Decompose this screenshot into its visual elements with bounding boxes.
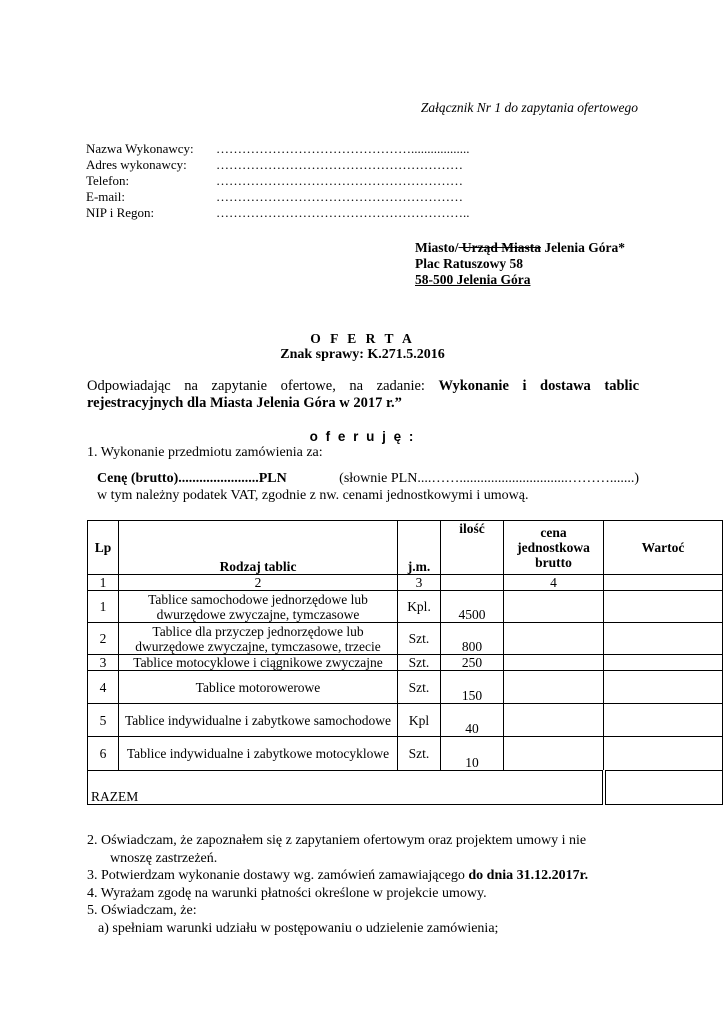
contractor-nip-row	[86, 205, 470, 221]
row-qty: 10	[441, 737, 504, 771]
table-row	[88, 671, 723, 704]
table-row	[88, 737, 723, 771]
row-qty: 40	[441, 704, 504, 737]
recipient-city: Miasto/	[415, 240, 459, 255]
row-unit: Szt.	[398, 737, 441, 771]
price-block	[97, 470, 639, 504]
contractor-phone-label: Telefon:	[86, 173, 130, 188]
contractor-address-row	[86, 157, 470, 173]
contractor-address-value: …………………………………………………	[216, 157, 463, 172]
header-type: Rodzaj tablic	[119, 521, 398, 575]
row-qty: 4500	[441, 591, 504, 623]
recipient-strikethrough: Urząd Miasta	[458, 240, 541, 255]
table-row	[88, 591, 723, 623]
row-price	[504, 704, 604, 737]
row-lp: 6	[88, 737, 119, 771]
recipient-street: Plac Ratuszowy 58	[415, 256, 523, 271]
statement-3-text: 3. Potwierdzam wykonanie dostawy wg. zamówień zamawiającego	[87, 868, 469, 883]
recipient-address	[415, 240, 625, 288]
contractor-email-row	[86, 189, 470, 205]
total-label: RAZEM	[88, 771, 504, 805]
row-value	[604, 591, 723, 623]
total-price-cell	[504, 771, 604, 805]
row-value	[604, 671, 723, 704]
recipient-line-1	[415, 240, 625, 256]
row-type: Tablice samochodowe jednorzędowe lub dwurzędowe zwyczajne, tymczasowe	[119, 591, 398, 623]
offer-heading: o f e r u j ę :	[309, 429, 416, 444]
point-1: 1. Wykonanie przedmiotu zamówienia za:	[87, 445, 323, 460]
row-price	[504, 623, 604, 655]
contractor-name-row	[86, 141, 470, 157]
contractor-phone-row	[86, 173, 470, 189]
row-type: Tablice motorowerowe	[119, 671, 398, 704]
row-type: Tablice indywidualne i zabytkowe motocyklowe	[119, 737, 398, 771]
row-lp: 5	[88, 704, 119, 737]
header-qty: ilość	[441, 521, 504, 575]
table-row	[88, 655, 723, 671]
statement-5: 5. Oświadczam, że:	[87, 903, 197, 918]
price-line	[97, 470, 639, 487]
statement-5a: a) spełniam warunki udziału w postępowaniu o udzielenie zamówienia;	[98, 920, 499, 936]
offer-intro	[87, 378, 639, 412]
offer-title: O F E R T A	[310, 331, 415, 346]
row-lp: 1	[88, 591, 119, 623]
table-row	[88, 704, 723, 737]
row-lp: 3	[88, 655, 119, 671]
row-unit: Szt.	[398, 671, 441, 704]
contractor-address-label: Adres wykonawcy:	[86, 157, 187, 172]
contractor-nip-value: …………………………………………………..	[216, 205, 470, 220]
row-value	[604, 704, 723, 737]
statement-3	[87, 867, 639, 885]
row-value	[604, 737, 723, 771]
items-table	[87, 520, 723, 805]
contractor-name-value: ………………………………………..................	[216, 141, 470, 156]
header-value: Wartoć	[604, 521, 723, 575]
recipient-city-name: Jelenia Góra*	[540, 240, 625, 255]
contractor-email-label: E-mail:	[86, 189, 125, 204]
row-type: Tablice dla przyczep jednorzędowe lub dwurzędowe zwyczajne, tymczasowe, trzecie	[119, 623, 398, 655]
contractor-phone-value: …………………………………………………	[216, 173, 463, 188]
price-words: (słownie PLN....……...............................……….......)	[339, 471, 639, 486]
header-price: cena jednostkowa brutto	[504, 521, 604, 575]
price-vat-note: w tym należny podatek VAT, zgodnie z nw. cenami jednostkowymi i umową.	[97, 488, 529, 503]
row-value	[604, 655, 723, 671]
row-qty: 800	[441, 623, 504, 655]
row-unit: Kpl	[398, 704, 441, 737]
statement-2-cont: wnoszę zastrzeżeń.	[110, 850, 218, 866]
case-reference: Znak sprawy: K.271.5.2016	[280, 347, 445, 362]
row-unit: Kpl.	[398, 591, 441, 623]
header-lp: Lp	[88, 521, 119, 575]
row-price	[504, 737, 604, 771]
statement-4: 4. Wyrażam zgodę na warunki płatności określone w projekcie umowy.	[87, 885, 487, 901]
row-unit: Szt.	[398, 623, 441, 655]
row-qty: 150	[441, 671, 504, 704]
statements-list	[87, 832, 639, 937]
row-qty: 250	[441, 655, 504, 671]
contractor-name-label: Nazwa Wykonawcy:	[86, 141, 194, 156]
statement-2: 2. Oświadczam, że zapoznałem się z zapytaniem ofertowym oraz projektem umowy i nie	[87, 833, 587, 848]
intro-text: Odpowiadając na zapytanie ofertowe, na zadanie:	[87, 378, 439, 394]
num-2: 2	[119, 575, 398, 591]
row-unit: Szt.	[398, 655, 441, 671]
table-total-row	[88, 771, 723, 805]
num-empty	[604, 575, 723, 591]
num-4: 4	[504, 575, 604, 591]
table-numbering-row	[88, 575, 723, 591]
row-value	[604, 623, 723, 655]
statement-3-date: do dnia 31.12.2017r.	[468, 868, 589, 883]
contractor-nip-label: NIP i Regon:	[86, 205, 155, 220]
contractor-details	[86, 141, 470, 221]
total-value-cell	[604, 771, 723, 805]
row-lp: 2	[88, 623, 119, 655]
recipient-postcode: 58-500 Jelenia Góra	[415, 272, 531, 287]
num-empty	[441, 575, 504, 591]
table-header-row	[88, 521, 723, 575]
row-lp: 4	[88, 671, 119, 704]
row-price	[504, 671, 604, 704]
row-price	[504, 591, 604, 623]
num-3: 3	[398, 575, 441, 591]
row-type: Tablice indywidualne i zabytkowe samochodowe	[119, 704, 398, 737]
price-gross: Cenę (brutto).......................PLN	[97, 471, 287, 486]
contractor-email-value: …………………………………………………	[216, 189, 463, 204]
num-1: 1	[88, 575, 119, 591]
header-unit: j.m.	[398, 521, 441, 575]
row-type: Tablice motocyklowe i ciągnikowe zwyczajne	[119, 655, 398, 671]
intro-task: Wykonanie i dostawa tablic rejestracyjnych dla Miasta Jelenia Góra w 2017 r.”	[87, 378, 639, 411]
table-row	[88, 623, 723, 655]
row-price	[504, 655, 604, 671]
annex-header: Załącznik Nr 1 do zapytania ofertowego	[420, 100, 638, 115]
